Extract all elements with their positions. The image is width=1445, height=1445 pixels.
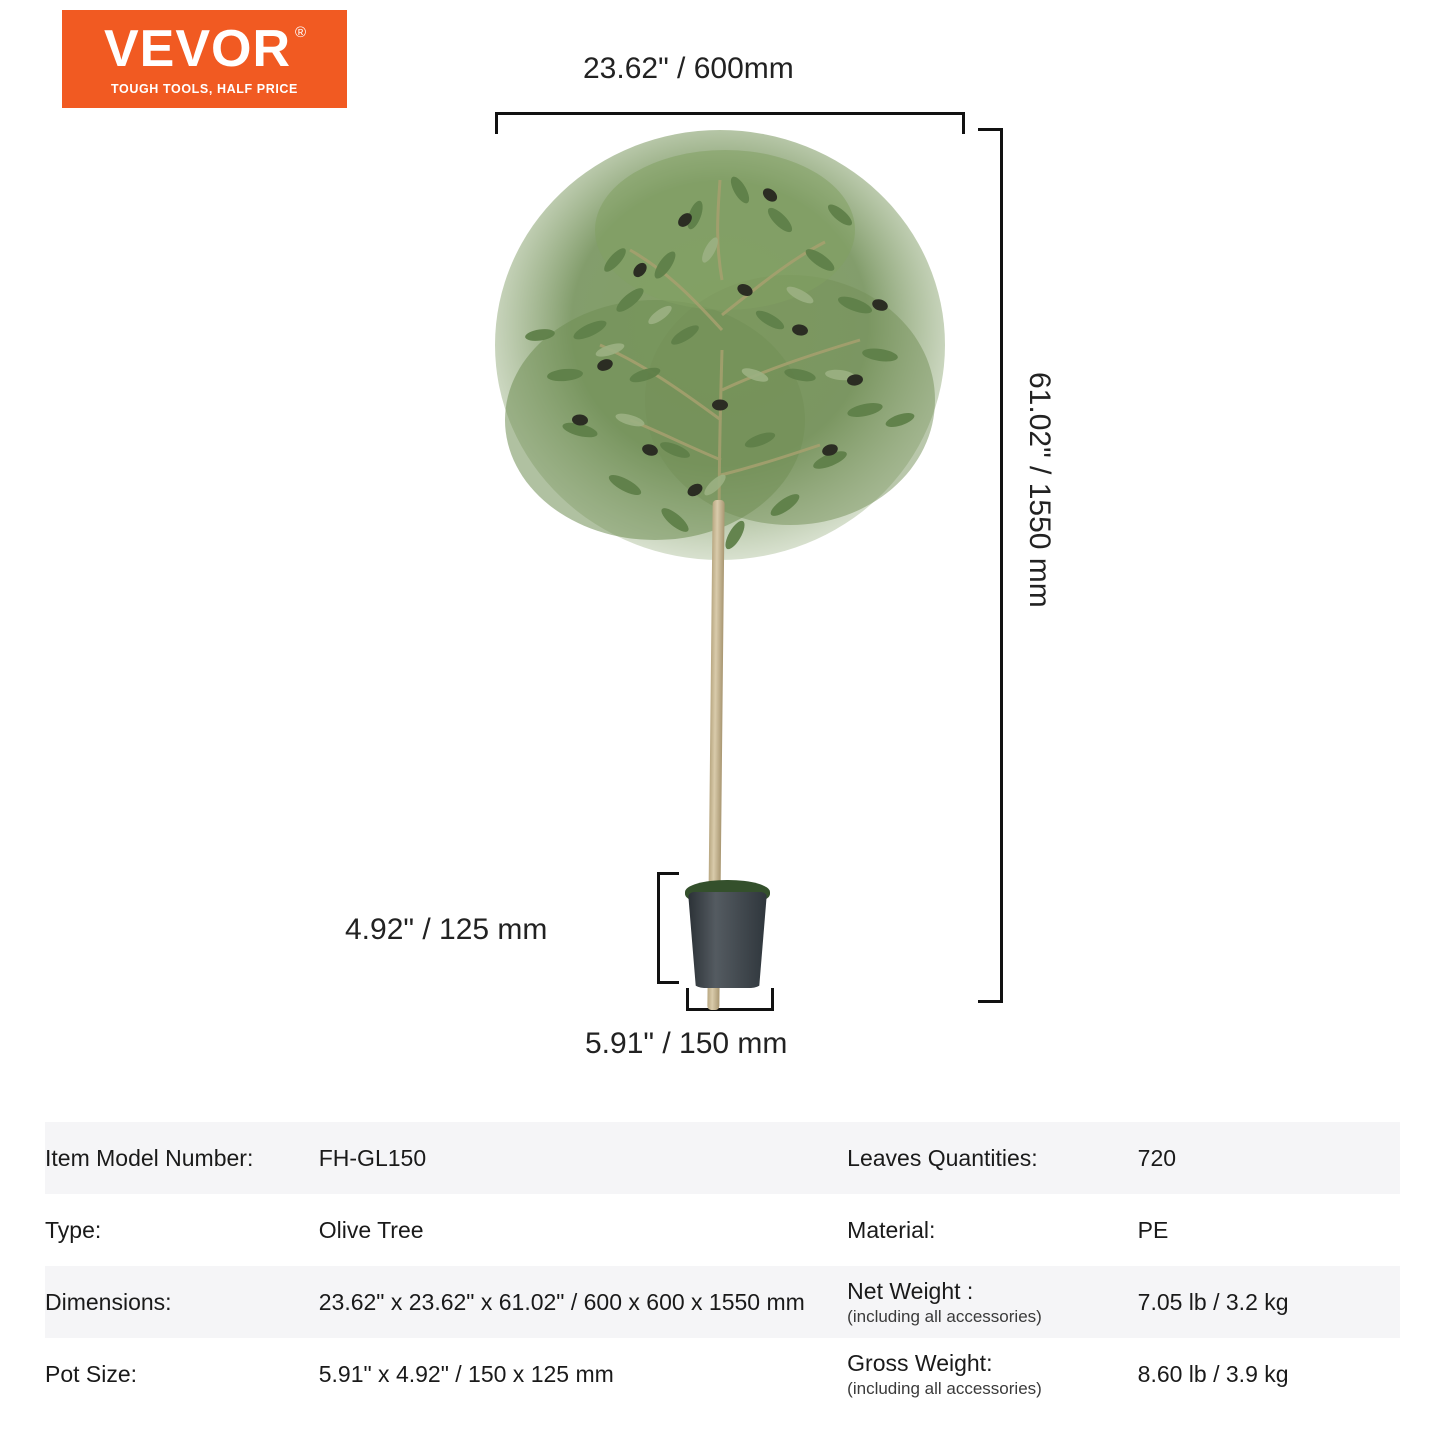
spec-value: Olive Tree (319, 1194, 809, 1266)
table-row (45, 1338, 1400, 1410)
spec-label (809, 1122, 1137, 1194)
spec-value: PE (1138, 1194, 1400, 1266)
height-measure-line (1000, 128, 1003, 1003)
width-dimension-label: 23.62" / 600mm (583, 52, 794, 85)
spec-label-text: Net Weight : (847, 1277, 974, 1304)
spec-label: Type: (45, 1194, 319, 1266)
spec-label-text: Leaves Quantities: (847, 1144, 1038, 1171)
spec-label: Pot Size: (45, 1338, 319, 1410)
spec-value: 720 (1138, 1122, 1400, 1194)
spec-label-text: Gross Weight: (847, 1349, 993, 1376)
spec-label: Dimensions: (45, 1266, 319, 1338)
brand-name-text: VEVOR (103, 19, 292, 78)
spec-value: 5.91" x 4.92" / 150 x 125 mm (319, 1338, 809, 1410)
pot-body (688, 892, 767, 988)
height-measure-tick-bottom (978, 1000, 1003, 1003)
table-row (45, 1194, 1400, 1266)
brand-tagline: TOUGH TOOLS, HALF PRICE (111, 81, 298, 96)
specifications-table (45, 1122, 1400, 1410)
spec-label (809, 1266, 1137, 1338)
height-dimension-label: 61.02" / 1550 mm (1023, 372, 1056, 608)
plant-pot (685, 880, 770, 988)
height-measure-tick-top (978, 128, 1003, 131)
spec-label-text: Material: (847, 1216, 936, 1243)
spec-value: 8.60 lb / 3.9 kg (1138, 1338, 1400, 1410)
spec-label-note: (including all accessories) (847, 1378, 1042, 1398)
spec-label (809, 1338, 1137, 1410)
width-measure-line (495, 112, 965, 115)
pot-width-label: 5.91" / 150 mm (585, 1027, 788, 1060)
spec-label (809, 1194, 1137, 1266)
registered-mark-icon: ® (294, 23, 308, 41)
spec-value: 7.05 lb / 3.2 kg (1138, 1266, 1400, 1338)
pot-height-label: 4.92" / 125 mm (345, 913, 548, 946)
spec-label: Item Model Number: (45, 1122, 319, 1194)
spec-value: FH-GL150 (319, 1122, 809, 1194)
olive-tree-product-image (470, 120, 970, 1000)
table-row (45, 1122, 1400, 1194)
pot-width-measure-line (686, 1008, 774, 1011)
table-row (45, 1266, 1400, 1338)
spec-value: 23.62" x 23.62" x 61.02" / 600 x 600 x 1550 mm (319, 1266, 809, 1338)
spec-label-note: (including all accessories) (847, 1306, 1042, 1326)
